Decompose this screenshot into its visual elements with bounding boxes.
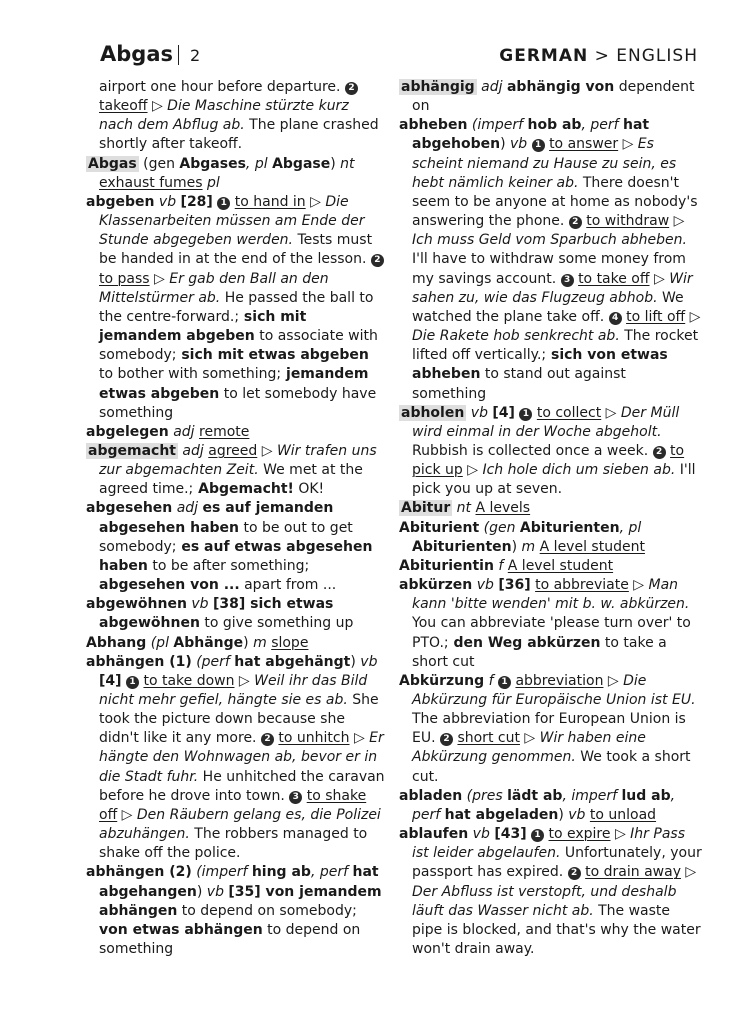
translation: to withdraw xyxy=(586,213,670,230)
source-language: GERMAN xyxy=(499,46,589,66)
page-header xyxy=(100,42,698,72)
left-column xyxy=(86,78,386,959)
sense-number: 4 xyxy=(609,312,622,325)
sense-number: 1 xyxy=(531,829,544,842)
entry-abhaengig: abhängig adj abhängig von dependent on xyxy=(401,79,695,115)
sense-number: 3 xyxy=(289,791,302,804)
sense-number: 2 xyxy=(345,82,358,95)
translation: to take down xyxy=(143,672,235,689)
language-direction xyxy=(499,46,698,66)
sense-number: 2 xyxy=(653,446,666,459)
headword: abgeben xyxy=(86,193,155,210)
entry-abiturient: Abiturient (gen Abiturienten, pl Abiturienten) m A level student xyxy=(399,519,645,555)
translation: A level student xyxy=(507,557,614,574)
translation: to unload xyxy=(589,806,657,823)
headword: abhängen (2) xyxy=(86,864,192,881)
headword: abgesehen xyxy=(86,500,173,517)
translation: to lift off xyxy=(626,308,686,325)
translation: to pick up xyxy=(412,442,685,479)
headword: abkürzen xyxy=(399,577,473,594)
sense-number: 1 xyxy=(498,676,511,689)
target-language: ENGLISH xyxy=(616,46,698,66)
entry-abhang: Abhang (pl Abhänge) m slope xyxy=(86,634,309,651)
sense-number: 1 xyxy=(532,139,545,152)
translation: agreed xyxy=(208,442,258,459)
headword: Abiturientin xyxy=(399,557,494,574)
entry-abheben: abheben (imperf hob ab, perf hat abgehoben) vb 1 to answer ▷ Es scheint niemand zu Hause zu sein, es hebt nämlich keiner ab. There doesn't seem to be anyone at home as nobody's answering the phone. 2 to withdraw ▷ Ich muss Geld vom Sparbuch abheben. I'll have to withdraw some money from my savings account. 3 to take off ▷ Wir sahen zu, wie das Flugzeug abhob. We watched the plane take off. 4 to lift off ▷ Die Rakete hob senkrecht ab. The rocket lifted off vertically.; sich von etwas abheben to stand out against something xyxy=(399,117,701,402)
headword: abheben xyxy=(399,117,468,134)
headword: abholen xyxy=(401,404,465,421)
sense-number: 1 xyxy=(126,676,139,689)
headword: Abgas xyxy=(88,155,137,172)
entry-abitur: Abitur nt A levels xyxy=(401,500,531,517)
continued-entry: airport one hour before departure. 2 takeoff ▷ Die Maschine stürzte kurz nach dem Abflug ab. The plane crashed shortly after takeoff. xyxy=(99,79,379,153)
headword: abgewöhnen xyxy=(86,596,187,613)
sense-number: 3 xyxy=(561,274,574,287)
headword: Abkürzung xyxy=(399,672,485,689)
headword: Abiturient xyxy=(399,519,480,536)
sense-number: 1 xyxy=(217,197,230,210)
entry-abhaengen-2: abhängen (2) (imperf hing ab, perf hat abgehangen) vb [35] von jemandem abhängen to depend on somebody; von etwas abhängen to depend on something xyxy=(86,864,382,958)
headword: Abitur xyxy=(401,500,451,517)
entry-abhaengen-1: abhängen (1) (perf hat abgehängt) vb [4] 1 to take down ▷ Weil ihr das Bild nicht mehr gefiel, hängte sie es ab. She took the picture down because she didn't like it any more. 2 to unhitch ▷ Er hängte den Wohnwagen ab, bevor er in die Stadt fuhr. He unhitched the caravan before he drove into town. 3 to shake off ▷ Den Räubern gelang es, die Polizei abzuhängen. The robbers managed to shake off the police. xyxy=(86,653,385,862)
translation: A levels xyxy=(475,500,531,517)
sense-number: 2 xyxy=(371,254,384,267)
entry-ablaufen: ablaufen vb [43] 1 to expire ▷ Ihr Pass ist leider abgelaufen. Unfortunately, your passport has expired. 2 to drain away ▷ Der Abfluss ist verstopft, und deshalb läuft das Wasser nicht ab. The waste pipe is blocked, and that's why the water won't drain away. xyxy=(399,826,702,958)
translation: short cut xyxy=(457,730,520,747)
translation: to expire xyxy=(548,826,611,843)
translation: A level student xyxy=(539,538,645,555)
entry-abholen: abholen vb [4] 1 to collect ▷ Der Müll wird einmal in der Woche abgeholt. Rubbish is collected once a week. 2 to pick up ▷ Ich hole dich um sieben ab. I'll pick you up at seven. xyxy=(401,404,696,498)
headword: abladen xyxy=(399,787,463,804)
translation: remote xyxy=(199,423,250,440)
sense-number: 1 xyxy=(519,408,532,421)
headword: Abhang xyxy=(86,634,147,651)
right-column xyxy=(399,78,704,959)
translation: slope xyxy=(271,634,309,651)
headword: abgemacht xyxy=(88,442,176,459)
direction-arrow: > xyxy=(594,46,610,66)
entry-abgas: Abgas (gen Abgases, pl Abgase) nt exhaust fumes pl xyxy=(88,155,355,191)
translation: to take off xyxy=(578,270,650,287)
entry-abkuerzung: Abkürzung f 1 abbreviation ▷ Die Abkürzung für Europäische Union ist EU. The abbreviation for European Union is EU. 2 short cut ▷ Wir haben eine Abkürzung genommen. We took a short cut. xyxy=(399,672,696,785)
sense-number: 2 xyxy=(440,733,453,746)
headword: abhängig xyxy=(401,79,475,95)
translation: to pass xyxy=(99,270,150,287)
entry-abladen: abladen (pres lädt ab, imperf lud ab, perf hat abgeladen) vb to unload xyxy=(399,787,676,823)
sense-number: 2 xyxy=(568,867,581,880)
entry-abkuerzen: abkürzen vb [36] to abbreviate ▷ Man kann 'bitte wenden' mit b. w. abkürzen. You can abbreviate 'please turn over' to PTO.; den Weg abkürzen to take a short cut xyxy=(399,577,691,670)
entry-abgewoehnen: abgewöhnen vb [38] sich etwas abgewöhnen to give something up xyxy=(86,596,354,632)
entry-abgeben: abgeben vb [28] 1 to hand in ▷ Die Klassenarbeiten müssen am Ende der Stunde abgegeben werden. Tests must be handed in at the end of the lesson. 2 to pass ▷ Er gab den Ball an den Mittelstürmer ab. He passed the ball to the centre-forward.; sich mit jemandem abgeben to associate with somebody; sich mit etwas abgeben to bother with something; jemandem etwas abgeben to let somebody have something xyxy=(86,193,386,423)
header-divider xyxy=(178,45,179,65)
headword: abhängen (1) xyxy=(86,653,192,670)
translation: to shake off xyxy=(99,787,367,823)
sense-number: 2 xyxy=(569,216,582,229)
entry-abgemacht: abgemacht adj agreed ▷ Wir trafen uns zur abgemachten Zeit. We met at the agreed time.; Abgemacht! OK! xyxy=(88,442,377,498)
sense-number: 2 xyxy=(261,733,274,746)
translation: takeoff xyxy=(99,98,148,115)
translation: to hand in xyxy=(234,193,306,210)
translation: to drain away xyxy=(585,864,681,881)
headword: abgelegen xyxy=(86,423,169,440)
translation: to collect xyxy=(536,404,602,421)
translation: to abbreviate xyxy=(535,577,629,594)
entry-abgesehen: abgesehen adj es auf jemanden abgesehen haben to be out to get somebody; es auf etwas abgesehen haben to be after something; abgesehen von ... apart from ... xyxy=(86,500,373,594)
translation: abbreviation xyxy=(515,672,604,689)
translation: exhaust fumes xyxy=(99,174,203,191)
translation: to unhitch xyxy=(278,730,350,747)
translation: to answer xyxy=(549,136,619,153)
entry-abgelegen: abgelegen adj remote xyxy=(86,423,250,440)
running-headword: Abgas xyxy=(100,42,173,66)
entry-abiturientin: Abiturientin f A level student xyxy=(399,557,614,574)
headword: ablaufen xyxy=(399,826,469,843)
page-number: 2 xyxy=(190,46,201,65)
